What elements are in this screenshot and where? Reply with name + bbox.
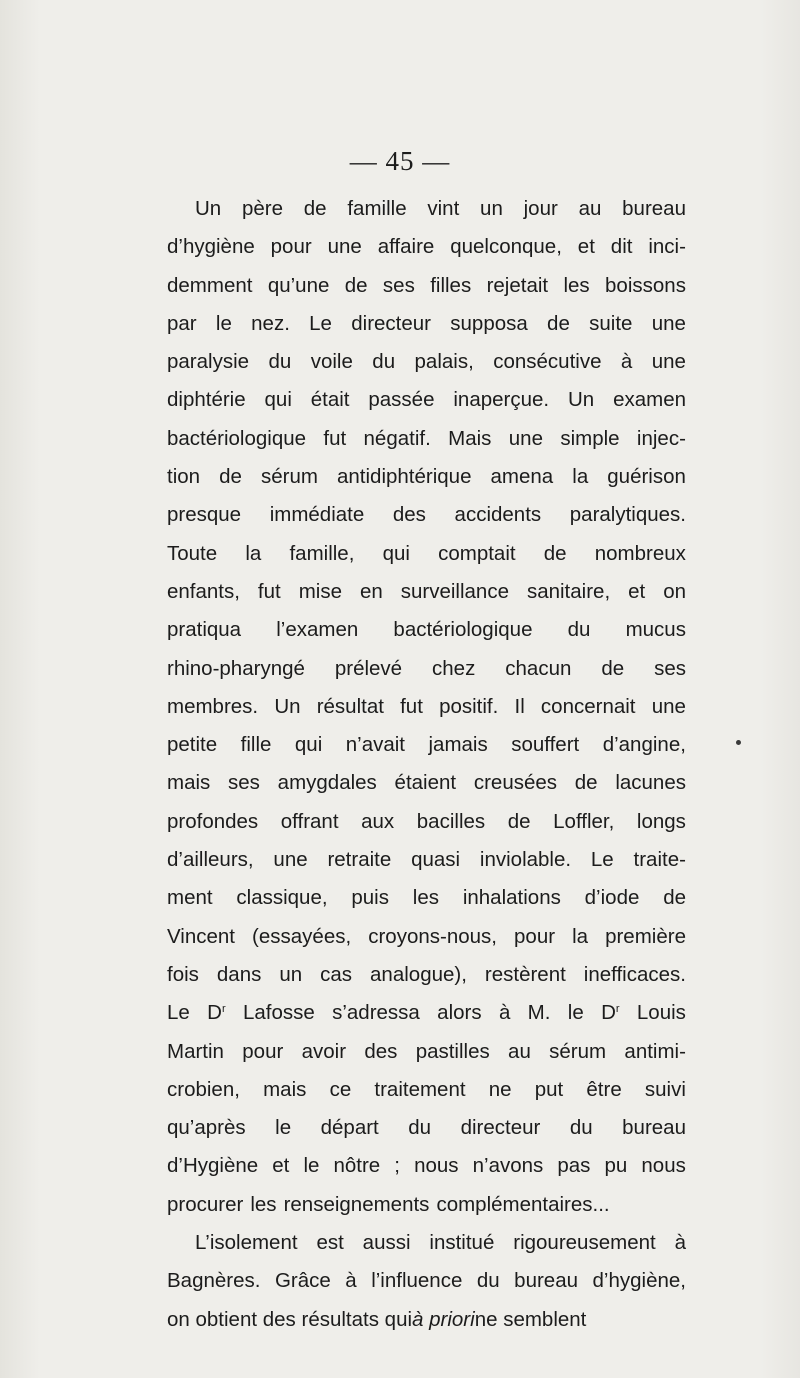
word: pastilles bbox=[415, 1039, 490, 1063]
word: qui bbox=[382, 541, 410, 565]
word: examen bbox=[613, 388, 686, 412]
word: chez bbox=[432, 656, 476, 680]
word: la bbox=[572, 924, 589, 948]
word: qui bbox=[264, 388, 292, 412]
word: petite bbox=[167, 733, 218, 757]
word: institué bbox=[429, 1231, 495, 1255]
word: d’Hygiène bbox=[167, 1154, 259, 1178]
word: et bbox=[272, 1154, 290, 1178]
text-line bbox=[167, 611, 686, 649]
text-line bbox=[167, 458, 686, 496]
word: prélevé bbox=[334, 656, 403, 680]
word: injec- bbox=[636, 426, 686, 450]
word: avoir bbox=[301, 1039, 347, 1063]
text-segment: on obtient des résultats qui bbox=[167, 1307, 413, 1331]
word: M. bbox=[527, 1001, 551, 1025]
word: de bbox=[543, 541, 567, 565]
word: à bbox=[345, 1269, 357, 1293]
word: procurer bbox=[167, 1192, 244, 1216]
word: aux bbox=[361, 809, 395, 833]
word: cas bbox=[320, 962, 353, 986]
word: de bbox=[303, 197, 327, 220]
word: guérison bbox=[607, 465, 686, 489]
word: quelconque, bbox=[450, 235, 562, 259]
word: de bbox=[547, 311, 570, 335]
word: fut bbox=[323, 426, 347, 450]
word: les bbox=[250, 1192, 277, 1216]
text-line bbox=[167, 305, 686, 343]
word: n’avait bbox=[345, 733, 405, 757]
word: Le bbox=[309, 311, 332, 335]
word: bureau bbox=[622, 1116, 686, 1140]
word: bacilles bbox=[416, 809, 486, 833]
word: nous bbox=[641, 1154, 686, 1178]
word: bactériologique bbox=[393, 618, 533, 642]
word: creusées bbox=[473, 771, 558, 795]
word: des bbox=[364, 1039, 398, 1063]
word: d’hygiène bbox=[167, 235, 255, 259]
word: première bbox=[605, 924, 686, 948]
word: négatif. bbox=[363, 426, 431, 450]
word: jour bbox=[523, 197, 558, 220]
word: pas bbox=[557, 1154, 591, 1178]
word: filles bbox=[430, 273, 472, 297]
word: mais bbox=[263, 1077, 307, 1101]
word: une bbox=[651, 311, 686, 335]
word: nombreux bbox=[594, 541, 686, 565]
text-line bbox=[167, 688, 686, 726]
word: ne bbox=[488, 1077, 512, 1101]
word: palais, bbox=[414, 350, 474, 374]
word: inhalations bbox=[462, 886, 561, 910]
word: nez. bbox=[251, 311, 290, 335]
word: bactériologique bbox=[167, 426, 307, 450]
word: concernait bbox=[540, 694, 636, 718]
body-text bbox=[167, 190, 686, 1339]
word: Mais bbox=[448, 426, 492, 450]
word: vint bbox=[427, 197, 460, 220]
word: Bagnères. bbox=[167, 1269, 261, 1293]
word: de bbox=[663, 886, 686, 910]
word: pu bbox=[604, 1154, 628, 1178]
text-line bbox=[167, 1071, 686, 1109]
word: souffert bbox=[511, 733, 580, 757]
text-line bbox=[167, 573, 686, 611]
word: mucus bbox=[625, 618, 686, 642]
word: le bbox=[215, 311, 232, 335]
word: rejetait bbox=[486, 273, 549, 297]
text-line bbox=[167, 841, 686, 879]
word: l’examen bbox=[276, 618, 359, 642]
word: bureau bbox=[622, 197, 686, 220]
ink-speck bbox=[736, 740, 741, 745]
word: ses bbox=[382, 273, 415, 297]
word: ses bbox=[228, 771, 260, 795]
word: une bbox=[651, 694, 686, 718]
word: était bbox=[310, 388, 350, 412]
word: directeur bbox=[351, 311, 431, 335]
word: bureau bbox=[514, 1269, 579, 1293]
italic-phrase: à priori bbox=[412, 1307, 475, 1331]
word: fut bbox=[257, 579, 281, 603]
word: du bbox=[476, 1269, 500, 1293]
word: ce bbox=[329, 1077, 352, 1101]
word: dit bbox=[610, 235, 633, 259]
text-line bbox=[167, 1147, 686, 1185]
text-line bbox=[167, 726, 686, 764]
word: en bbox=[359, 579, 383, 603]
word: croyons-nous, bbox=[368, 924, 497, 948]
title-doctor: $D^r$ bbox=[207, 1001, 226, 1025]
word: membres. bbox=[167, 694, 259, 718]
word: alors bbox=[437, 1001, 482, 1025]
word: d’ailleurs, bbox=[167, 848, 254, 872]
word: pour bbox=[514, 924, 556, 948]
word: passée bbox=[368, 388, 435, 412]
word: complémentaires... bbox=[436, 1192, 610, 1216]
text-line bbox=[167, 803, 686, 841]
text-line bbox=[167, 650, 686, 688]
word: sérum bbox=[549, 1039, 607, 1063]
text-line bbox=[167, 1301, 686, 1339]
word: d’angine, bbox=[602, 733, 686, 757]
word: restèrent bbox=[484, 962, 566, 986]
word: simple bbox=[560, 426, 620, 450]
text-line bbox=[167, 1224, 686, 1262]
word: enfants, bbox=[167, 579, 240, 603]
word: de bbox=[219, 465, 242, 489]
word: le bbox=[275, 1116, 292, 1140]
word: quasi bbox=[411, 848, 461, 872]
word: retraite bbox=[327, 848, 392, 872]
word: au bbox=[578, 197, 602, 220]
word: du bbox=[408, 1116, 432, 1140]
word: ; bbox=[394, 1154, 400, 1178]
word: est bbox=[316, 1231, 344, 1255]
word: rhino-pharyngé bbox=[167, 656, 305, 680]
word: rigoureusement bbox=[513, 1231, 656, 1255]
word: fois bbox=[167, 962, 199, 986]
word: d’iode bbox=[584, 886, 640, 910]
word: à bbox=[620, 350, 633, 374]
word: Un bbox=[195, 197, 222, 220]
word: diphtérie bbox=[167, 388, 246, 412]
word: crobien, bbox=[167, 1077, 240, 1101]
word: famille, bbox=[289, 541, 355, 565]
text-line bbox=[167, 1033, 686, 1071]
word: la bbox=[245, 541, 262, 565]
word: au bbox=[508, 1039, 531, 1063]
word: positif. bbox=[439, 694, 499, 718]
word: l’influence bbox=[371, 1269, 463, 1293]
word: consécutive bbox=[493, 350, 602, 374]
word: Toute bbox=[167, 541, 218, 565]
word: les bbox=[412, 886, 440, 910]
word: fut bbox=[400, 694, 423, 718]
word: nous bbox=[414, 1154, 459, 1178]
word: n’avons bbox=[472, 1154, 544, 1178]
word: surveillance bbox=[400, 579, 509, 603]
word: qu’après bbox=[167, 1116, 246, 1140]
word: Loffler, bbox=[553, 809, 615, 833]
word: pour bbox=[270, 235, 312, 259]
word: aussi bbox=[362, 1231, 411, 1255]
text-line bbox=[167, 764, 686, 802]
word: sérum bbox=[260, 465, 318, 489]
word: Le bbox=[590, 848, 614, 872]
word: être bbox=[586, 1077, 622, 1101]
text-line bbox=[167, 1186, 686, 1224]
word: suite bbox=[589, 311, 633, 335]
word: et bbox=[628, 579, 646, 603]
word: famille bbox=[347, 197, 407, 220]
word: Grâce bbox=[274, 1269, 331, 1293]
word: Un bbox=[567, 388, 595, 412]
word: (essayées, bbox=[252, 924, 352, 948]
text-line bbox=[167, 190, 686, 228]
word: paralysie bbox=[167, 350, 250, 374]
word: de bbox=[601, 656, 625, 680]
word: départ bbox=[320, 1116, 379, 1140]
word: demment bbox=[167, 273, 253, 297]
word: une bbox=[651, 350, 686, 374]
word: s’adressa bbox=[332, 1001, 420, 1025]
word: inviolable. bbox=[479, 848, 572, 872]
text-line bbox=[167, 420, 686, 458]
word: antidiphtérique bbox=[336, 465, 472, 489]
word: de bbox=[574, 771, 598, 795]
word: à bbox=[674, 1231, 686, 1255]
text-line bbox=[167, 267, 686, 305]
word: Louis bbox=[636, 1001, 686, 1025]
word: ses bbox=[654, 656, 686, 680]
word: chacun bbox=[505, 656, 572, 680]
word: un bbox=[279, 962, 303, 986]
word: qui bbox=[294, 733, 323, 757]
word: du bbox=[567, 618, 591, 642]
text-line bbox=[167, 879, 686, 917]
word: de bbox=[344, 273, 368, 297]
word: les bbox=[563, 273, 590, 297]
text-line bbox=[167, 381, 686, 419]
word: inefficaces. bbox=[583, 962, 686, 986]
word: accidents bbox=[454, 503, 542, 527]
word: Le bbox=[167, 1001, 190, 1025]
text-line bbox=[167, 228, 686, 266]
word: inci- bbox=[648, 235, 686, 259]
word: offrant bbox=[280, 809, 339, 833]
word: traitement bbox=[374, 1077, 466, 1101]
word: mise bbox=[298, 579, 342, 603]
word: classique, bbox=[236, 886, 328, 910]
text-line bbox=[167, 535, 686, 573]
word: renseignements bbox=[283, 1192, 430, 1216]
word: sanitaire, bbox=[526, 579, 611, 603]
word: du bbox=[372, 350, 396, 374]
word: à bbox=[498, 1001, 511, 1025]
word: ment bbox=[167, 886, 213, 910]
word: une bbox=[327, 235, 362, 259]
word: et bbox=[577, 235, 595, 259]
word: d’hygiène, bbox=[592, 1269, 686, 1293]
word: mais bbox=[167, 771, 211, 795]
word: longs bbox=[636, 809, 686, 833]
text-segment: ne semblent bbox=[474, 1307, 587, 1331]
word: on bbox=[663, 579, 686, 603]
word: amygdales bbox=[277, 771, 377, 795]
word: père bbox=[241, 197, 284, 220]
word: voile bbox=[310, 350, 353, 374]
word: profondes bbox=[167, 809, 259, 833]
word: Martin bbox=[167, 1039, 224, 1063]
word: une bbox=[508, 426, 543, 450]
word: immédiate bbox=[269, 503, 365, 527]
word: résultat bbox=[316, 694, 384, 718]
word: Un bbox=[274, 694, 301, 718]
word: L’isolement bbox=[195, 1231, 298, 1255]
word: un bbox=[480, 197, 503, 220]
word: une bbox=[273, 848, 308, 872]
word: traite- bbox=[633, 848, 686, 872]
word: paralytiques. bbox=[569, 503, 686, 527]
word: Vincent bbox=[167, 924, 236, 948]
word: nôtre bbox=[333, 1154, 381, 1178]
word: tion bbox=[167, 465, 201, 489]
word: presque bbox=[167, 503, 242, 527]
text-line bbox=[167, 918, 686, 956]
text-line bbox=[167, 956, 686, 994]
word: supposa bbox=[450, 311, 528, 335]
word: dans bbox=[216, 962, 262, 986]
word: par bbox=[167, 311, 197, 335]
word: boissons bbox=[605, 273, 686, 297]
title-doctor: $D^r$ bbox=[601, 1001, 620, 1025]
text-line bbox=[167, 343, 686, 381]
word: inaperçue. bbox=[453, 388, 550, 412]
word: jamais bbox=[428, 733, 488, 757]
text-line bbox=[167, 994, 686, 1032]
word: Lafosse bbox=[242, 1001, 315, 1025]
word: puis bbox=[351, 886, 389, 910]
word: le bbox=[303, 1154, 320, 1178]
word: de bbox=[507, 809, 531, 833]
word: du bbox=[268, 350, 292, 374]
word: des bbox=[392, 503, 426, 527]
word: la bbox=[572, 465, 589, 489]
word: du bbox=[569, 1116, 593, 1140]
word: comptait bbox=[438, 541, 516, 565]
word: pour bbox=[242, 1039, 284, 1063]
word: amena bbox=[490, 465, 554, 489]
word: fille bbox=[240, 733, 272, 757]
word: directeur bbox=[460, 1116, 541, 1140]
word: antimi- bbox=[624, 1039, 686, 1063]
word: pratiqua bbox=[167, 618, 242, 642]
page-number: — 45 — bbox=[349, 146, 451, 176]
word: qu’une bbox=[267, 273, 330, 297]
word: analogue), bbox=[370, 962, 467, 986]
word: lacunes bbox=[615, 771, 686, 795]
word: suivi bbox=[644, 1077, 686, 1101]
text-line bbox=[167, 1109, 686, 1147]
word: étaient bbox=[394, 771, 457, 795]
text-line bbox=[167, 496, 686, 534]
word: affaire bbox=[377, 235, 435, 259]
text-line bbox=[167, 1262, 686, 1300]
word: put bbox=[534, 1077, 564, 1101]
word: Il bbox=[514, 694, 525, 718]
word: le bbox=[567, 1001, 584, 1025]
